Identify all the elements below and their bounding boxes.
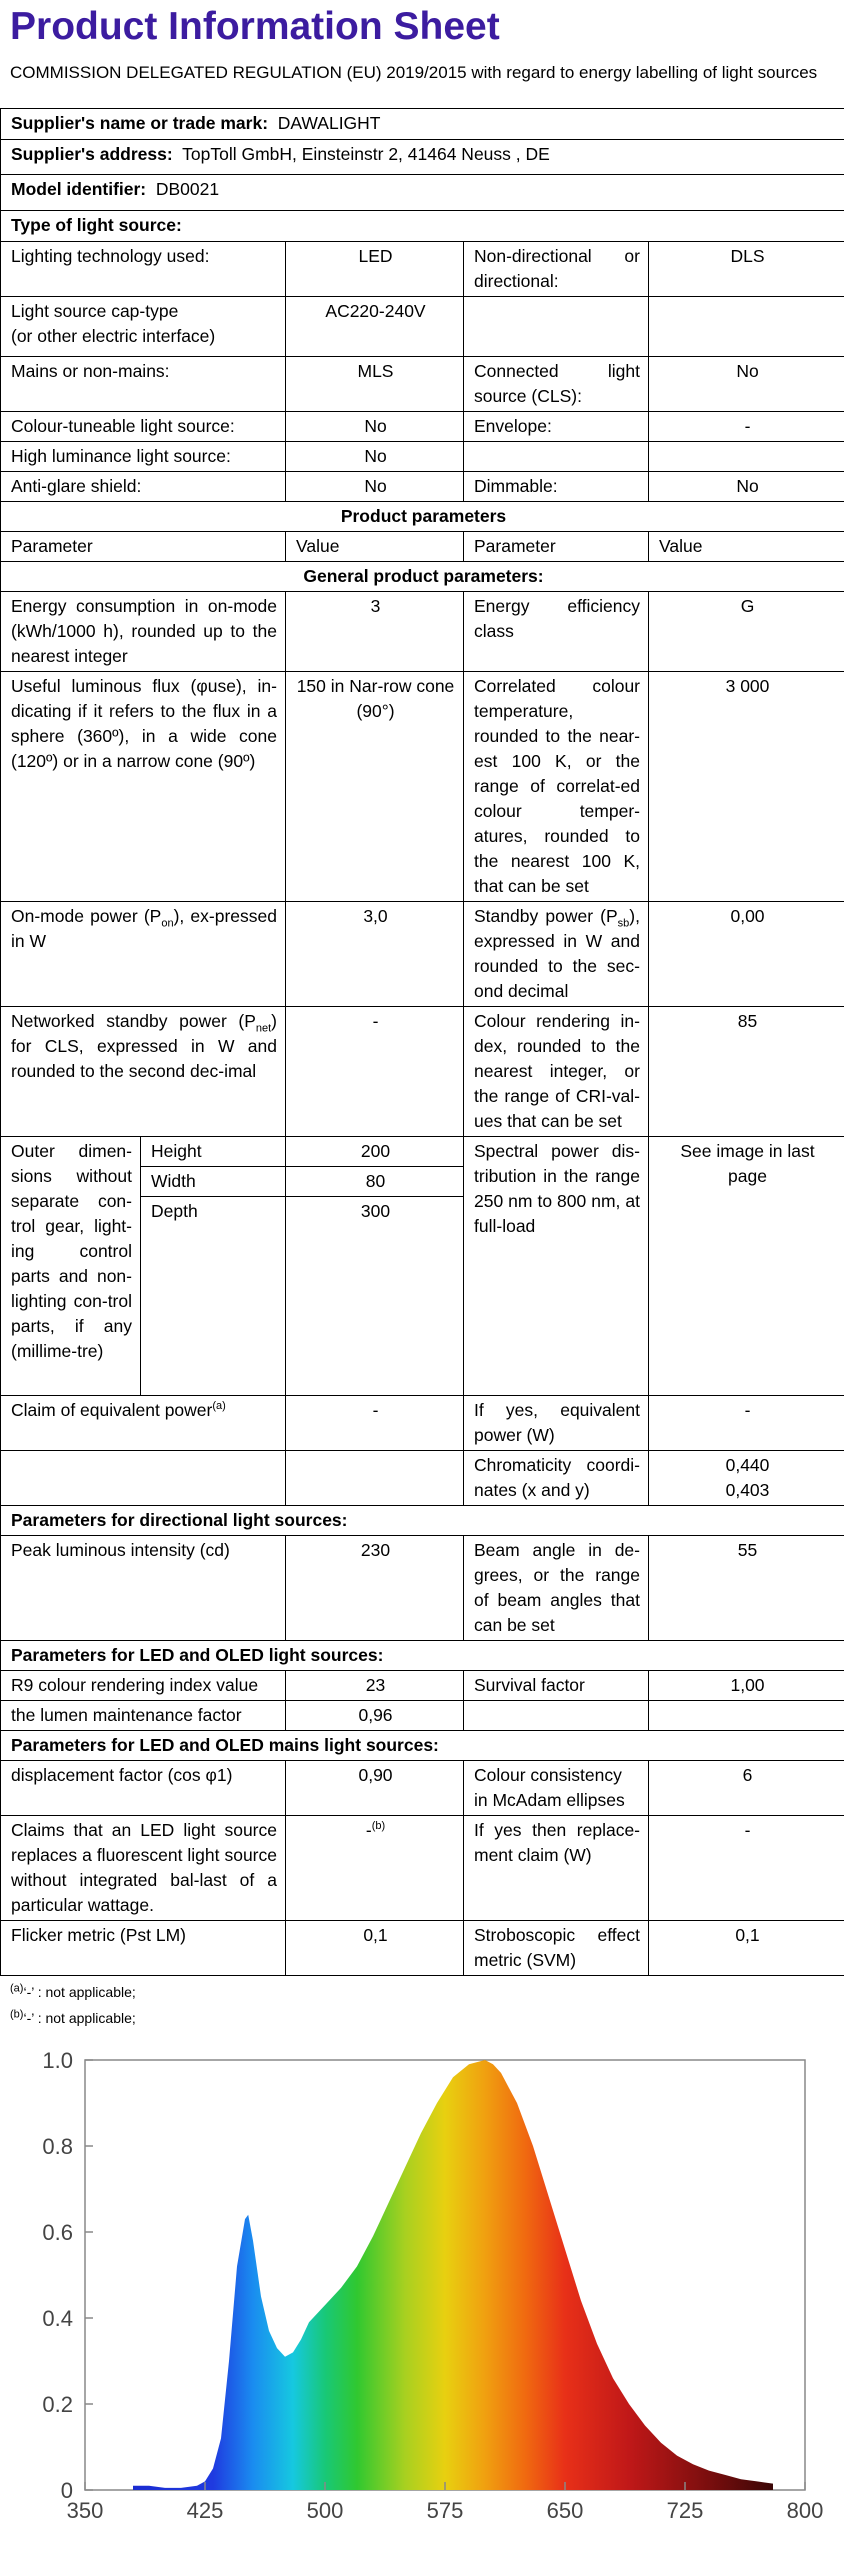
claims-label: Claims that an LED light source replaces a fluorescent light source without integrated bal-last of a particular wattage.: [1, 1816, 286, 1921]
width-value: 80: [286, 1167, 464, 1197]
anti-glare-row: [1, 472, 844, 502]
y-tick-label: 0.6: [42, 2220, 73, 2245]
depth-value: 300: [286, 1197, 464, 1396]
tuneable-value: No: [286, 412, 464, 442]
general-parameters-heading: General product parameters:: [1, 562, 844, 592]
height-value: 200: [286, 1137, 464, 1167]
product-parameters-heading: Product parameters: [1, 502, 844, 532]
led-section-heading: Parameters for LED and OLED light sources:: [1, 1641, 844, 1671]
y-tick-label: 0: [60, 2478, 73, 2503]
equiv-sup: (a): [212, 1400, 226, 1413]
disp-label: displacement factor (cos φ1): [1, 1761, 286, 1816]
net-standby-label-a: Networked standby power (P: [11, 1011, 256, 1031]
x-tick-label: 350: [66, 2498, 104, 2523]
envelope-value: -: [649, 412, 844, 442]
on-power-sub: on: [161, 917, 174, 930]
chroma-row: [1, 1451, 844, 1506]
directional-label: Non-directional or directional:: [464, 242, 649, 297]
col-value-2: Value: [649, 532, 844, 562]
x-tick-label: 800: [786, 2498, 824, 2523]
page-title: Product Information Sheet: [10, 5, 500, 48]
r9-row: [1, 1671, 844, 1701]
cri-label: Colour rendering in-dex, rounded to the nearest integer, or the range of CRI-val-ues that can be set: [464, 1007, 649, 1137]
supplier-address: TopToll GmbH, Einsteinstr 2, 41464 Neuss , DE: [182, 144, 550, 164]
cap-label-2: (or other electric interface): [11, 326, 216, 346]
supplier-address-row: [1, 140, 844, 175]
mains-value: MLS: [286, 357, 464, 412]
survival-label: Survival factor: [464, 1671, 649, 1701]
depth-label: Depth: [141, 1197, 286, 1396]
cap-value: AC220-240V: [286, 297, 464, 357]
flux-row: [1, 672, 844, 902]
on-power-label: [1, 902, 286, 1007]
col-parameter-1: Parameter: [1, 532, 286, 562]
model-label: Model identifier:: [11, 179, 147, 199]
directional-section-heading: Parameters for directional light sources:: [1, 1506, 844, 1536]
lighting-tech-row: [1, 242, 844, 297]
flicker-row: [1, 1921, 844, 1976]
x-tick-label: 650: [546, 2498, 584, 2523]
standby-label-b: ), expressed in W and rounded to the sec-ond decimal: [474, 906, 640, 1001]
peak-value: 230: [286, 1536, 464, 1641]
dimmable-label: Dimmable:: [464, 472, 649, 502]
consistency-value: 6: [649, 1761, 844, 1816]
width-label: Width: [141, 1167, 286, 1197]
cri-value: 85: [649, 1007, 844, 1137]
cls-value: No: [649, 357, 844, 412]
eff-class-value: G: [649, 592, 844, 672]
cct-value: 3 000: [649, 672, 844, 902]
high-lum-row: [1, 442, 844, 472]
spectral-power-chart: [0, 2040, 844, 2560]
envelope-label: Envelope:: [464, 412, 649, 442]
lumen-row: [1, 1701, 844, 1731]
on-power-value: 3,0: [286, 902, 464, 1007]
tuneable-label: Colour-tuneable light source:: [1, 412, 286, 442]
claims-value-text: -: [365, 1820, 372, 1840]
led-mains-section-row: [1, 1731, 844, 1761]
equiv-row: [1, 1396, 844, 1451]
dimmable-value: No: [649, 472, 844, 502]
cls-label: Connected light source (CLS):: [464, 357, 649, 412]
peak-label: Peak luminous intensity (cd): [1, 1536, 286, 1641]
on-power-label-a: On-mode power (P: [11, 906, 162, 926]
on-power-row: [1, 902, 844, 1007]
energy-label: Energy consumption in on-mode (kWh/1000 h), rounded up to the nearest integer: [1, 592, 286, 672]
flux-label: Useful luminous flux (φuse), in-dicating if it refers to the flux in a sphere (360º), in a wide cone (120º) or in a narrow cone (90º): [1, 672, 286, 902]
strobo-value: 0,1: [649, 1921, 844, 1976]
replace-label: If yes then replace-ment claim (W): [464, 1816, 649, 1921]
note-a-text: ‘-’ : not applicable;: [23, 1984, 136, 2000]
parameters-table: [0, 108, 844, 1976]
equiv-w-value: -: [649, 1396, 844, 1451]
equiv-w-label: If yes, equivalent power (W): [464, 1396, 649, 1451]
disp-row: [1, 1761, 844, 1816]
model-identifier: DB0021: [155, 179, 220, 199]
type-label: Type of light source:: [1, 211, 844, 242]
claims-sup: (b): [371, 1820, 386, 1833]
net-standby-value: -: [286, 1007, 464, 1137]
led-section-row: [1, 1641, 844, 1671]
x-tick-label: 425: [186, 2498, 224, 2523]
peak-row: [1, 1536, 844, 1641]
y-tick-label: 1.0: [42, 2048, 73, 2073]
note-a: [10, 1982, 136, 2002]
standby-label: [464, 902, 649, 1007]
survival-value: 1,00: [649, 1671, 844, 1701]
flicker-value: 0,1: [286, 1921, 464, 1976]
consistency-label: Colour consistency in McAdam ellipses: [464, 1761, 649, 1816]
supplier-name-label: Supplier's name or trade mark:: [11, 113, 269, 133]
net-standby-label: [1, 1007, 286, 1137]
anti-glare-value: No: [286, 472, 464, 502]
mains-row: [1, 357, 844, 412]
lighting-tech-label: Lighting technology used:: [1, 242, 286, 297]
y-tick-label: 0.2: [42, 2392, 73, 2417]
strobo-label: Stroboscopic effect metric (SVM): [464, 1921, 649, 1976]
chroma-value: [649, 1451, 844, 1506]
chroma-x: 0,440: [725, 1455, 770, 1475]
flux-value: 150 in Nar-row cone (90°): [286, 672, 464, 902]
supplier-name-row: [1, 109, 844, 140]
high-lum-value: No: [286, 442, 464, 472]
standby-value: 0,00: [649, 902, 844, 1007]
directional-section-row: [1, 1506, 844, 1536]
on-power-label-b: ), ex-pressed in W: [11, 906, 277, 951]
x-tick-label: 575: [426, 2498, 464, 2523]
note-a-sup: (a): [10, 1982, 24, 1995]
replace-value: -: [649, 1816, 844, 1921]
net-standby-row: [1, 1007, 844, 1137]
cap-label-1: Light source cap-type: [11, 301, 179, 321]
column-header-row: [1, 532, 844, 562]
disp-value: 0,90: [286, 1761, 464, 1816]
anti-glare-label: Anti-glare shield:: [1, 472, 286, 502]
note-b: [10, 2008, 136, 2028]
flicker-label: Flicker metric (Pst LM): [1, 1921, 286, 1976]
height-label: Height: [141, 1137, 286, 1167]
equiv-label: [1, 1396, 286, 1451]
high-lum-label: High luminance light source:: [1, 442, 286, 472]
eff-class-label: Energy efficiency class: [464, 592, 649, 672]
model-row: [1, 175, 844, 211]
supplier-name: DAWALIGHT: [277, 113, 381, 133]
equiv-label-text: Claim of equivalent power: [11, 1400, 213, 1420]
x-tick-label: 725: [666, 2498, 704, 2523]
y-tick-label: 0.4: [42, 2306, 73, 2331]
equiv-value: -: [286, 1396, 464, 1451]
supplier-address-label: Supplier's address:: [11, 144, 173, 164]
claims-value: [286, 1816, 464, 1921]
led-mains-section-heading: Parameters for LED and OLED mains light sources:: [1, 1731, 844, 1761]
standby-label-a: Standby power (P: [474, 906, 618, 926]
outer-dimensions-label: Outer dimen-sions without separate con-trol gear, light-ing control parts and non-lighting con-trol parts, if any (millime-tre): [1, 1137, 141, 1396]
col-value-1: Value: [286, 532, 464, 562]
note-b-sup: (b): [10, 2008, 24, 2021]
r9-value: 23: [286, 1671, 464, 1701]
lumen-value: 0,96: [286, 1701, 464, 1731]
col-parameter-2: Parameter: [464, 532, 649, 562]
beam-label: Beam angle in de-grees, or the range of beam angles that can be set: [464, 1536, 649, 1641]
x-tick-label: 500: [306, 2498, 344, 2523]
beam-value: 55: [649, 1536, 844, 1641]
chroma-y: 0,403: [725, 1480, 770, 1500]
net-standby-sub: net: [255, 1022, 272, 1035]
net-standby-label-b: ) for CLS, expressed in W and rounded to the second dec-imal: [11, 1011, 277, 1081]
mains-label: Mains or non-mains:: [1, 357, 286, 412]
tuneable-row: [1, 412, 844, 442]
spd-label: Spectral power dis-tribution in the range 250 nm to 800 nm, at full-load: [464, 1137, 649, 1396]
chroma-label: Chromaticity coordi-nates (x and y): [464, 1451, 649, 1506]
product-parameters-row: [1, 502, 844, 532]
lumen-label: the lumen maintenance factor: [1, 1701, 286, 1731]
y-tick-label: 0.8: [42, 2134, 73, 2159]
directional-value: DLS: [649, 242, 844, 297]
r9-label: R9 colour rendering index value: [1, 1671, 286, 1701]
cct-label: Correlated colour temperature, rounded to the near-est 100 K, or the range of correlat-ed colour temper-atures, rounded to the nearest 100 K, that can be set: [464, 672, 649, 902]
regulation-text: COMMISSION DELEGATED REGULATION (EU) 2019/2015 with regard to energy labelling of light sources: [10, 63, 818, 82]
type-row: [1, 211, 844, 242]
general-parameters-row: [1, 562, 844, 592]
standby-sub: sb: [617, 917, 630, 930]
cap-row: [1, 297, 844, 357]
spd-value: See image in last page: [649, 1137, 844, 1396]
claims-row: [1, 1816, 844, 1921]
lighting-tech-value: LED: [286, 242, 464, 297]
energy-row: [1, 592, 844, 672]
energy-value: 3: [286, 592, 464, 672]
note-b-text: ‘-’ : not applicable;: [23, 2010, 136, 2026]
height-row: [1, 1137, 844, 1167]
